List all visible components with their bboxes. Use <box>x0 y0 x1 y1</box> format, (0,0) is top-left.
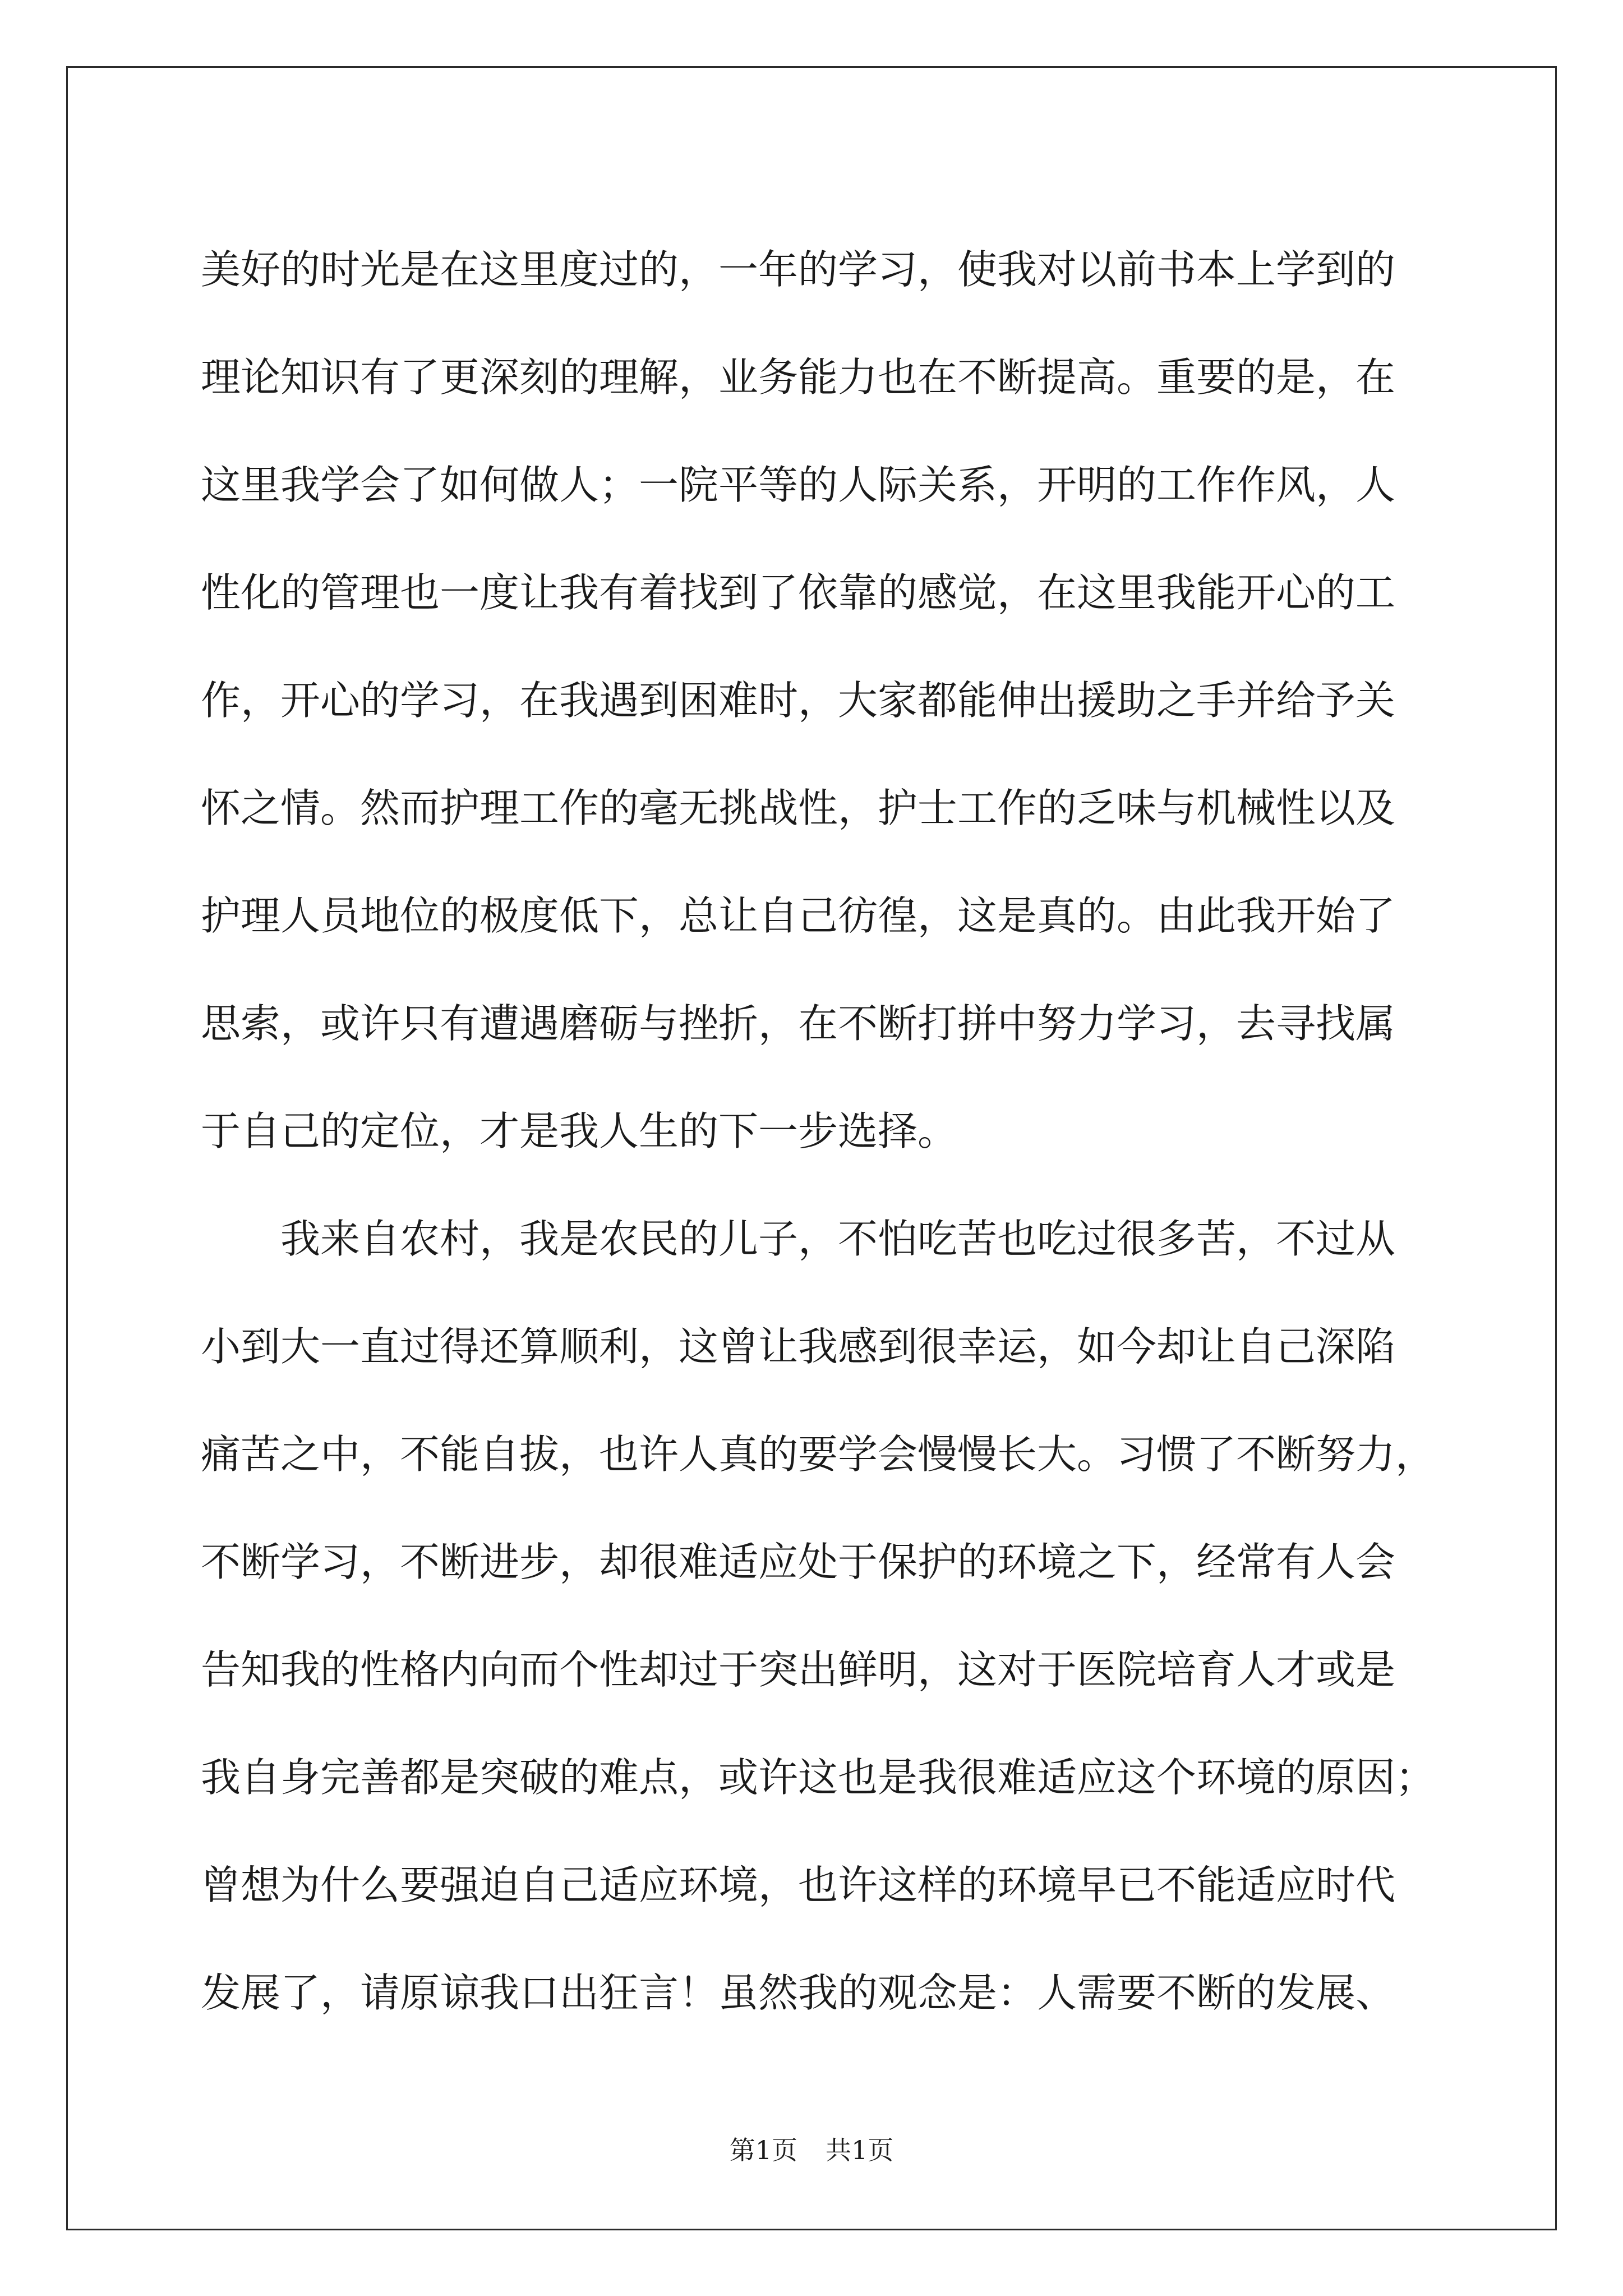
text-line: 这里我学会了如何做人；一院平等的人际关系，开明的工作作风，人 <box>201 462 1396 508</box>
text-line: 发展了，请原谅我口出狂言！虽然我的观念是：人需要不断的发展、 <box>201 1970 1396 2016</box>
text-line: 理论知识有了更深刻的理解，业务能力也在不断提高。重要的是，在 <box>201 354 1396 401</box>
text-line: 不断学习，不断进步，却很难适应处于保护的环境之下，经常有人会 <box>201 1539 1396 1585</box>
text-line: 曾想为什么要强迫自己适应环境，也许这样的环境早已不能适应时代 <box>201 1862 1396 1908</box>
text-line: 性化的管理也一度让我有着找到了依靠的感觉，在这里我能开心的工 <box>201 569 1396 616</box>
text-line: 于自己的定位，才是我人生的下一步选择。 <box>201 1108 958 1154</box>
text-line: 痛苦之中，不能自拔，也许人真的要学会慢慢长大。习惯了不断努力， <box>201 1431 1436 1478</box>
page-footer <box>0 2134 1623 2166</box>
text-line: 告知我的性格内向而个性却过于突出鲜明，这对于医院培育人才或是 <box>201 1646 1396 1693</box>
text-line: 美好的时光是在这里度过的，一年的学习，使我对以前书本上学到的 <box>201 246 1396 293</box>
text-line: 怀之情。然而护理工作的毫无挑战性，护士工作的乏味与机械性以及 <box>201 785 1396 831</box>
text-line: 思索，或许只有遭遇磨砺与挫折，在不断打拼中努力学习，去寻找属 <box>201 1000 1396 1047</box>
paragraph-first-line: 我来自农村，我是农民的儿子，不怕吃苦也吃过很多苦，不过从 <box>280 1216 1396 1262</box>
page-number-total: 共1页 <box>826 2135 894 2165</box>
page-number-current: 第1页 <box>729 2135 797 2165</box>
text-line: 作，开心的学习，在我遇到困难时，大家都能伸出援助之手并给予关 <box>201 677 1396 724</box>
document-body <box>201 216 1446 2047</box>
text-line: 护理人员地位的极度低下，总让自己彷徨，这是真的。由此我开始了 <box>201 892 1396 939</box>
text-line: 我自身完善都是突破的难点，或许这也是我很难适应这个环境的原因； <box>201 1754 1436 1801</box>
text-line: 小到大一直过得还算顺利，这曾让我感到很幸运，如今却让自己深陷 <box>201 1323 1396 1370</box>
